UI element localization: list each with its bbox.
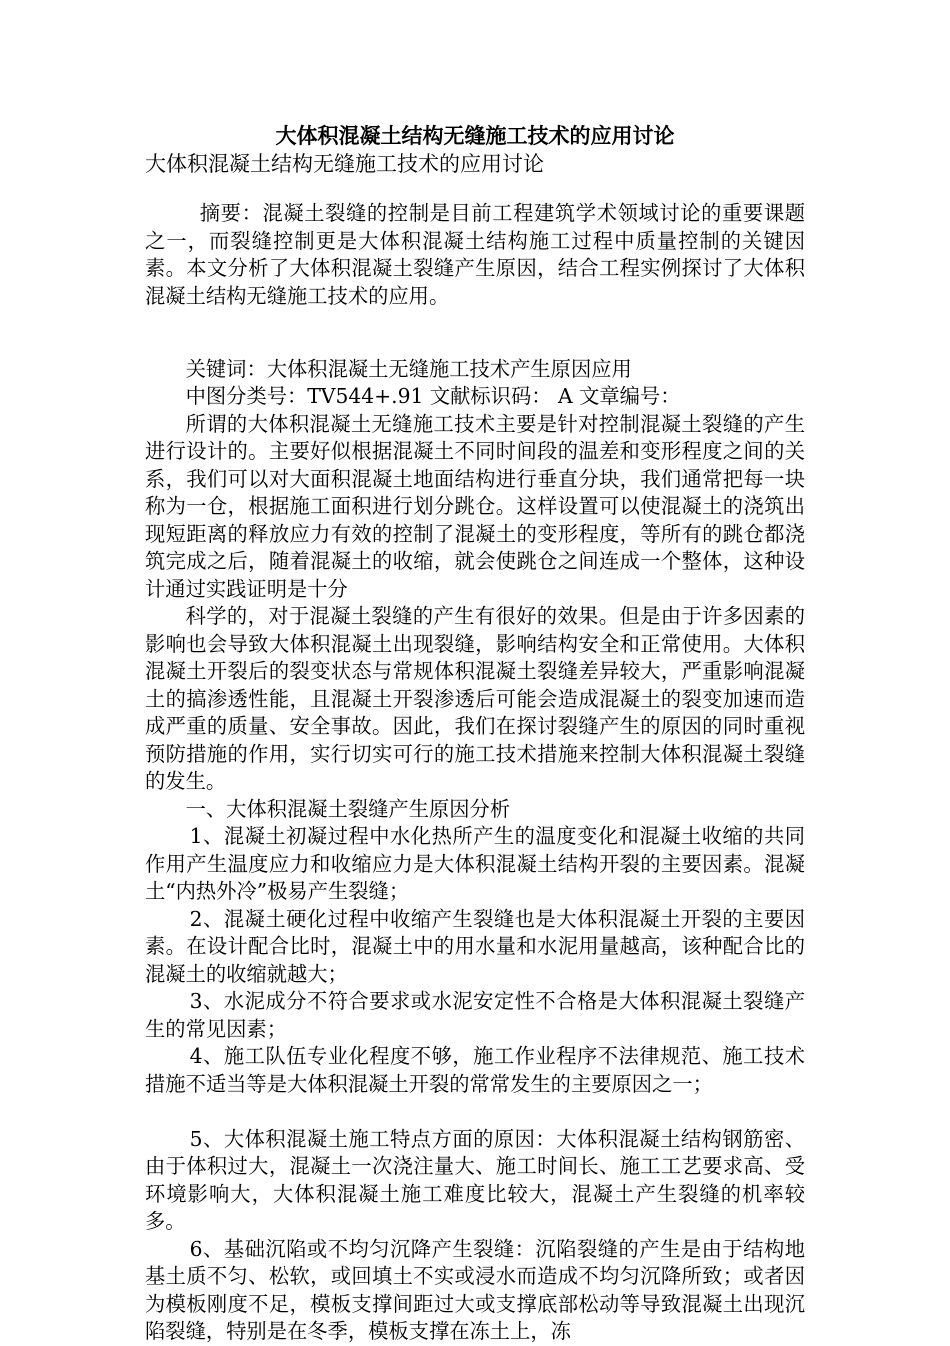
list-item: 5、大体积混凝土施工特点方面的原因：大体积混凝土结构钢筋密、由于体积过大，混凝土一次浇注量大、施工时间长、施工工艺要求高、受环境影响大，大体积混凝土施工难度比较大，混凝土产生裂缝的机率较多。 <box>145 1126 805 1233</box>
classification-line: 中图分类号：TV544+.91 文献标识码： A 文章编号： <box>185 384 681 408</box>
document-body <box>145 200 805 1346</box>
list-item: 4、施工队伍专业化程度不够，施工作业程序不法律规范、施工技术措施不适当等是大体积混凝土开裂的常常发生的主要原因之一； <box>145 1044 805 1096</box>
section-heading: 一、大体积混凝土裂缝产生原因分析 <box>185 796 511 821</box>
document-title: 大体积混凝土结构无缝施工技术的应用讨论 <box>275 123 675 148</box>
list-item: 2、混凝土硬化过程中收缩产生裂缝也是大体积混凝土开裂的主要因素。在设计配合比时，混凝土中的用水量和水泥用量越高，该种配合比的混凝土的收缩就越大； <box>145 906 805 986</box>
abstract-paragraph: 摘要：混凝土裂缝的控制是目前工程建筑学术领域讨论的重要课题之一，而裂缝控制更是大体积混凝土结构施工过程中质量控制的关键因素。本文分析了大体积混凝土裂缝产生原因，结合工程实例探讨了大体积混凝土结构无缝施工技术的应用。 <box>145 201 805 308</box>
document-subtitle: 大体积混凝土结构无缝施工技术的应用讨论 <box>145 152 544 176</box>
list-item: 1、混凝土初凝过程中水化热所产生的温度变化和混凝土收缩的共同作用产生温度应力和收缩应力是大体积混凝土结构开裂的主要因素。混凝土“内热外冷”极易产生裂缝； <box>145 824 805 903</box>
keywords-line: 关键词：大体积混凝土无缝施工技术产生原因应用 <box>185 356 632 381</box>
list-item: 3、水泥成分不符合要求或水泥安定性不合格是大体积混凝土裂缝产生的常见因素； <box>145 989 805 1041</box>
list-item: 6、基础沉陷或不均匀沉降产生裂缝：沉陷裂缝的产生是由于结构地基土质不匀、松软，或回填土不实或浸水而造成不均匀沉降所致；或者因为模板刚度不足，模板支撑间距过大或支撑底部松动等导致混凝土出现沉陷裂缝，特别是在冬季，模板支撑在冻土上，冻 <box>145 1236 805 1343</box>
body-paragraph: 所谓的大体积混凝土无缝施工技术主要是针对控制混凝土裂缝的产生进行设计的。主要好似根据混凝土不同时间段的温差和变形程度之间的关系，我们可以对大面积混凝土地面结构进行垂直分块，我们通常把每一块称为一仓，根据施工面积进行划分跳仓。这样设置可以使混凝土的浇筑出现短距离的释放应力有效的控制了混凝土的变形程度，等所有的跳仓都浇筑完成之后，随着混凝土的收缩，就会使跳仓之间连成一个整体，这种设计通过实践证明是十分 <box>145 411 805 601</box>
body-paragraph: 科学的，对于混凝土裂缝的产生有很好的效果。但是由于许多因素的影响也会导致大体积混凝土出现裂缝，影响结构安全和正常使用。大体积混凝土开裂后的裂变状态与常规体积混凝土裂缝差异较大，严重影响混凝土的搞渗透性能，且混凝土开裂渗透后可能会造成混凝土的裂变加速而造成严重的质量、安全事故。因此，我们在探讨裂缝产生的原因的同时重视预防措施的作用，实行切实可行的施工技术措施来控制大体积混凝土裂缝的发生。 <box>145 604 805 793</box>
